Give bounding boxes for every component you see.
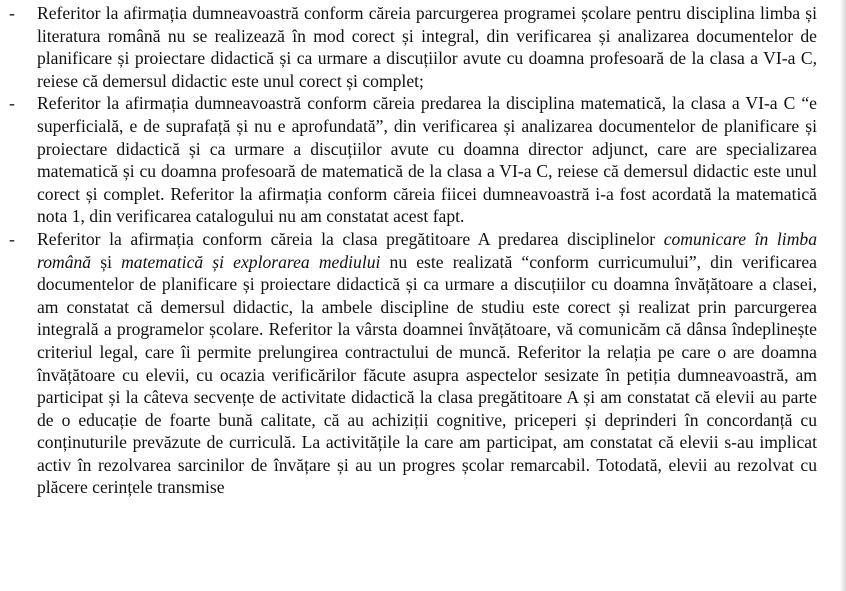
list-item [5, 228, 817, 499]
dash-bullet: - [9, 3, 15, 23]
list-item [5, 2, 817, 92]
italic-subject-name: comunicare în limba română [37, 228, 817, 272]
paragraph-text-segment: Referitor la afirmația conform căreia la clasa pregătitoare A predarea disciplinelor [37, 228, 664, 249]
scan-edge-shadow [840, 0, 846, 591]
paragraph-text [37, 228, 817, 499]
paragraph-text: Referitor la afirmația dumneavoastră conform căreia predarea la disciplina matematică, la clasa a VI-a C “e superficială, e de suprafață și nu e aprofundată”, din verificarea și analizarea documentelor de planificare și proiectare didactică și ca urmare a discuțiilor avute cu doamna director adjunct, care are specializarea matematică și cu doamna profesoară de matematică de la clasa a VI-a C, reiese că demersul didactic este unul corect și complet. Referitor la afirmația conform căreia fiicei dumneavoastră i-a fost acordată la matematică nota 1, din verificarea catalogului nu am constatat acest fapt. [37, 93, 817, 227]
paragraph-text-segment: nu este realizată “conform curricumului”, din verificarea documentelor de planificare și proiectare didactică și ca urmare a discuțiilor cu doamna învățătoare a clasei, am constatat că demersul didactic, la ambele discipline de studiu este corect și realizat prin parcurgerea integrală a programelor școlare. Referitor la vârsta doamnei învățătoare, vă comunicăm că dânsa îndeplinește criteriul legal, care îi permite prelungirea contractului de muncă. Referitor la relația pe care o are doamna învățătoare cu elevii, cu ocazia verificărilor făcute asupra aspectelor sesizate în petiția dumneavoastră, am participat și la câteva secvențe de activitate didactică la clasa pregătitoare A și am constatat că elevii au parte de o educație de foarte bună calitate, că au achiziții cognitive, priceperi și deprinderi în concordanță cu conținuturile prevăzute de curriculă. La activitățile la care am participat, am constatat că elevii s-au implicat activ în rezolvarea sarcinilor de învățare și au un progres școlar remarcabil. Totodată, elevii au rezolvat cu plăcere cerințele transmise [37, 251, 817, 498]
paragraph-text: Referitor la afirmația dumneavoastră conform căreia parcurgerea programei școlare pentru disciplina limba și literatura română nu se realizează în mod corect și integral, din verificarea și analizarea documentelor de planificare și proiectare didactică și ca urmare a discuțiilor avute cu doamna profesoară de la clasa a VI-a C, reiese că demersul didactic este unul corect și complet; [37, 3, 817, 91]
italic-subject-name: matematică și explorarea mediului [121, 251, 381, 272]
list-item [5, 92, 817, 228]
dash-bullet: - [9, 228, 15, 249]
paragraph-text-segment: și [91, 251, 122, 272]
dash-bullet: - [9, 93, 15, 114]
bullet-list [5, 2, 817, 499]
